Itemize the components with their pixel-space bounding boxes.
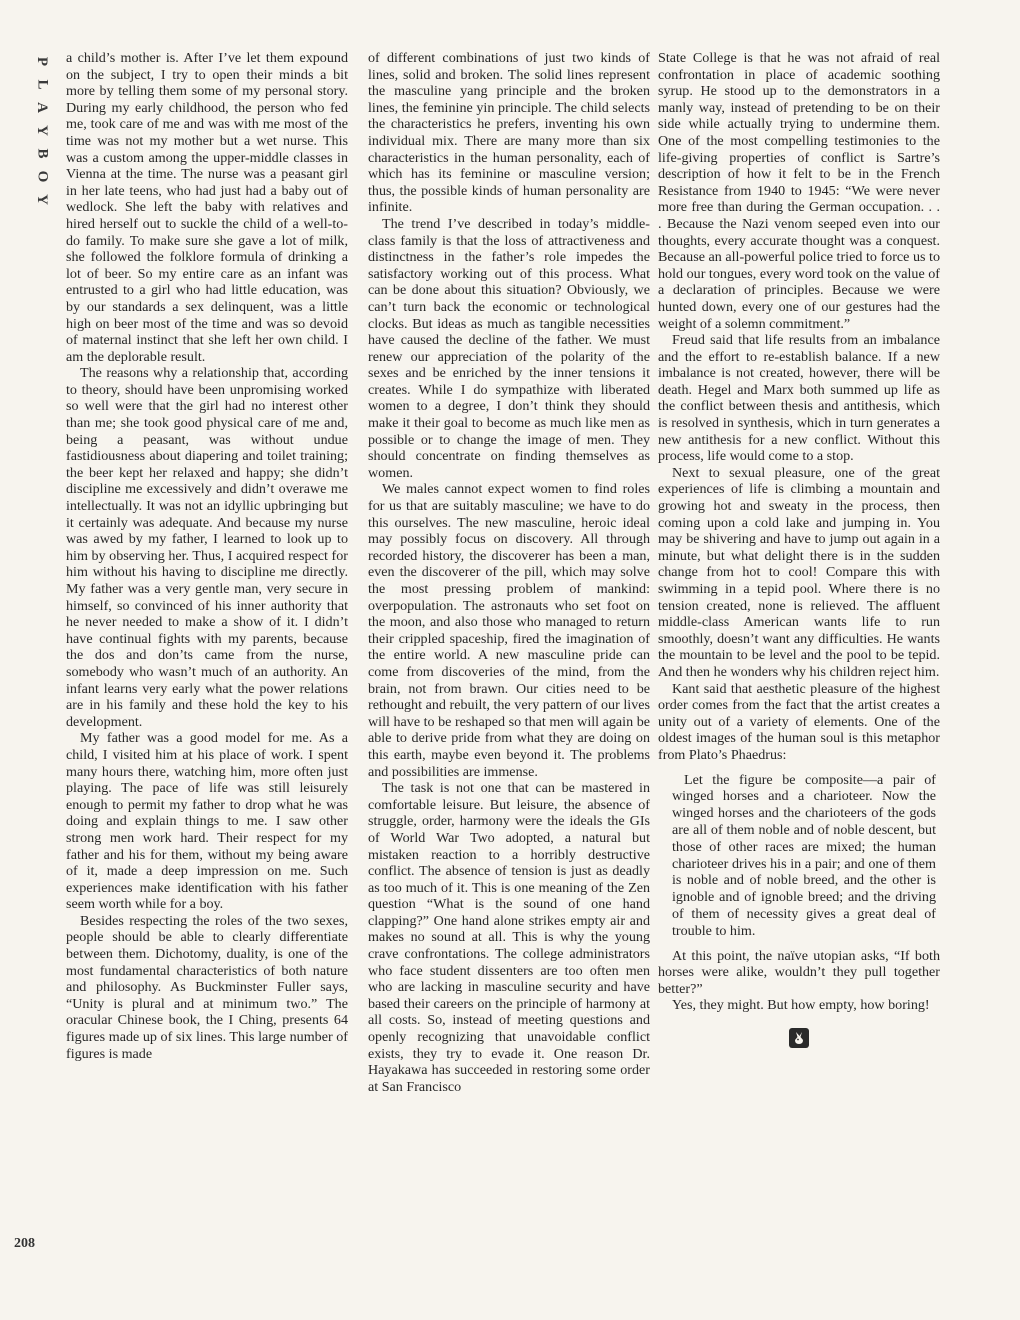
paragraph: We males cannot expect women to find roles for us that are suitably masculine; we have to do this ourselves. The new masculine, heroic ideal may possibly focus on discovery. All through recorded history, the discoverer has been a man, even the discoverer of the pill, which may solve the most pressing problem of mankind: overpopulation. The astronauts who set foot on the moon, and also those who managed to return their crippled spaceship, fired the imagination of the entire world. A new masculine pride can come from discoveries of the mind, from the brain, not from brawn. Our cities need to be rethought and rebuilt, the very pattern of our lives will have to be reshaped so that men will again be able to derive pride from what they are doing on this earth, maybe even beyond it. The problems and possibilities are immense. xyxy=(368,481,650,780)
magazine-name-vertical xyxy=(34,50,51,211)
magazine-letter: L xyxy=(34,79,51,90)
paragraph: The reasons why a relationship that, according to theory, should have been unpromising worked so well were that the girl had no interest other than me; she took good physical care of me and, being a peasant, was without undue fastidiousness about diapering and toilet training; the beer kept her relaxed and happy; she didn’t discipline me excessively and didn’t overawe me intellectually. It was not an idyllic upbringing but it certainly was adequate. And because my nurse was awed by my father, I learned to look up to him by observing her. Thus, I acquired respect for him without his having to discipline me directly. My father was a very gentle man, very secure in himself, so convinced of his inner authority that he never needed to make a show of it. I didn’t have continual fights with my parents, because the dos and don’ts came from the nurse, somebody who wasn’t much of an authority. An infant learns very early what the power relations are in his family and these hold the key to his development. xyxy=(66,365,348,730)
paragraph: Next to sexual pleasure, one of the great experiences of life is climbing a mountain and growing hot and sweaty in the process, then coming upon a cold lake and jumping in. You may be shivering and have to jump out again in a minute, but what delight there is in the sudden change from hot to cool! Compare this with swimming in a tepid pool. Where there is no tension created, none is relieved. The affluent middle-class American wants life to run smoothly, doesn’t want any difficulties. He wants the mountain to be level and the pool to be tepid. And then he wonders why his children reject him. xyxy=(658,464,940,680)
paragraph: The trend I’ve described in today’s middle-class family is that the loss of attractiveness and distinctness in the father’s role impedes the satisfactory working out of this process. What can be done about this situation? Obviously, we can’t turn back the economic or technological clocks. But ideas as much as tangible necessities have caused the decline of the father. We must renew our appreciation of the polarity of the sexes and be enriched by the inner tensions it creates. While I do sympathize with liberated women to a degree, I don’t think they should make it their goal to become as much like men as possible or to change the image of men. They should concentrate on finding themselves as women. xyxy=(368,215,650,481)
magazine-letter: Y xyxy=(34,194,51,205)
paragraph: Besides respecting the roles of the two sexes, people should be able to clearly differentiate between them. Dichotomy, duality, is one of the most fundamental characteristics of both nature and philosophy. As Buckminster Fuller says, “Unity is plural and at minimum two.” The oracular Chinese book, the I Ching, presents 64 figures made up of six lines. This large number of figures is made xyxy=(66,912,348,1062)
magazine-letter: P xyxy=(34,56,51,67)
paragraph: State College is that he was not afraid of real confrontation in place of academic soothing syrup. He stood up to the demonstrators in a manly way, instead of pretending to be on their side while actually trying to undermine them. One of the most compelling testimonies to the life-giving properties of conflict is Sartre’s description of how it felt to be in the French Resistance from 1940 to 1945: “We were never more free than during the German occupation. . . . Because the Nazi venom seeped even into our thoughts, every accurate thought was a conquest. Because an all-powerful police tried to force us to hold our tongues, every word took on the value of a declaration of principles. Because we were hunted down, every one of our gestures had the weight of a solemn commitment.” xyxy=(658,50,940,332)
magazine-letter: Y xyxy=(34,125,51,136)
block-quote xyxy=(672,772,936,940)
paragraph: a child’s mother is. After I’ve let them expound on the subject, I try to open their minds a bit more by telling them some of my personal story. During my early childhood, the person who fed me, took care of me and was with me most of the time was not my mother but a wet nurse. This was a custom among the upper-middle classes in Vienna at the time. The nurse was a peasant girl in her late teens, who had just had a baby out of wedlock. She left the baby with relatives and hired herself out to suckle the child of a well-to-do family. To make sure she gave a lot of milk, she followed the folklore formula of drinking a lot of beer. So my entire care as an infant was entrusted to a girl who had little education, was by our standards a sex delinquent, was a little high on beer most of the time and was so devoid of maternal instinct that she left her own child. I am the deplorable result. xyxy=(66,50,348,365)
paragraph: At this point, the naïve utopian asks, “If both horses were alike, wouldn’t they pull together better?” xyxy=(658,947,940,997)
text-column-1 xyxy=(66,50,348,1062)
text-column-2 xyxy=(368,50,650,1095)
paragraph: of different combinations of just two kinds of lines, solid and broken. The solid lines represent the masculine yang principle and the broken lines, the feminine yin principle. The child selects the characteristics he prefers, inventing his own individual mix. There are many more than six characteristics in the human personality, each of which has its feminine or masculine version; thus, the possible kinds of human personality are infinite. xyxy=(368,50,650,216)
quote-text: Let the figure be composite—a pair of winged horses and a charioteer. Now the winged horses and the charioteers of the gods are all of them noble and of noble descent, but those of other races are mixed; the human charioteer drives his in a pair; and one of them is noble and of noble breed, and the other is ignoble and of ignoble breed; and the driving of them of necessity gives a great deal of trouble to him. xyxy=(672,771,936,939)
paragraph: The task is not one that can be mastered in comfortable leisure. But leisure, the absence of struggle, order, harmony were the ideals the GIs of World War Two adopted, a natural but mistaken reaction to a horribly destructive conflict. The absence of tension is just as deadly as too much of it. This is one meaning of the Zen question “What is the sound of one hand clapping?” One hand alone strikes empty air and makes no sound at all. This is why the young crave confrontations. The college administrators who face student dissenters are too often men who are lacking in masculine security and have based their careers on the principle of harmony at all costs. So, instead of meeting questions and openly recognizing that unavoidable conflict exists, they try to evade it. One reason Dr. Hayakawa has succeeded in restoring some order at San Francisco xyxy=(368,780,650,1095)
text-column-3 xyxy=(658,50,940,1048)
page-number: 208 xyxy=(14,1236,35,1251)
magazine-letter: O xyxy=(34,170,51,183)
magazine-letter: B xyxy=(34,148,51,159)
paragraph: My father was a good model for me. As a child, I visited him at his place of work. I spent many hours there, watching him, more often just playing. The pace of life was still leisurely enough to permit my father to drop what he was doing and explain things to me. I saw other strong men work hard. Their respect for my father and his for them, without my being aware of it, made a deep impression on me. Such experiences make identification with his father seem worth while for a boy. xyxy=(66,730,348,913)
magazine-letter: A xyxy=(34,102,51,113)
paragraph: Yes, they might. But how empty, how boring! xyxy=(672,997,930,1014)
paragraph: Freud said that life results from an imbalance and the effort to re-establish balance. If a new imbalance is not created, however, there will be death. Hegel and Marx both summed up life as the conflict between thesis and antithesis, which is resolved in synthesis, which in turn generates a new antithesis for a new conflict. Without this process, life would come to a stop. xyxy=(658,332,940,465)
paragraph: Kant said that aesthetic pleasure of the highest order comes from the fact that the artist creates a unity out of a variety of elements. One of the oldest images of the human soul is this metaphor from Plato’s Phaedrus: xyxy=(658,680,940,763)
end-mark-rabbit-icon xyxy=(789,1028,809,1048)
